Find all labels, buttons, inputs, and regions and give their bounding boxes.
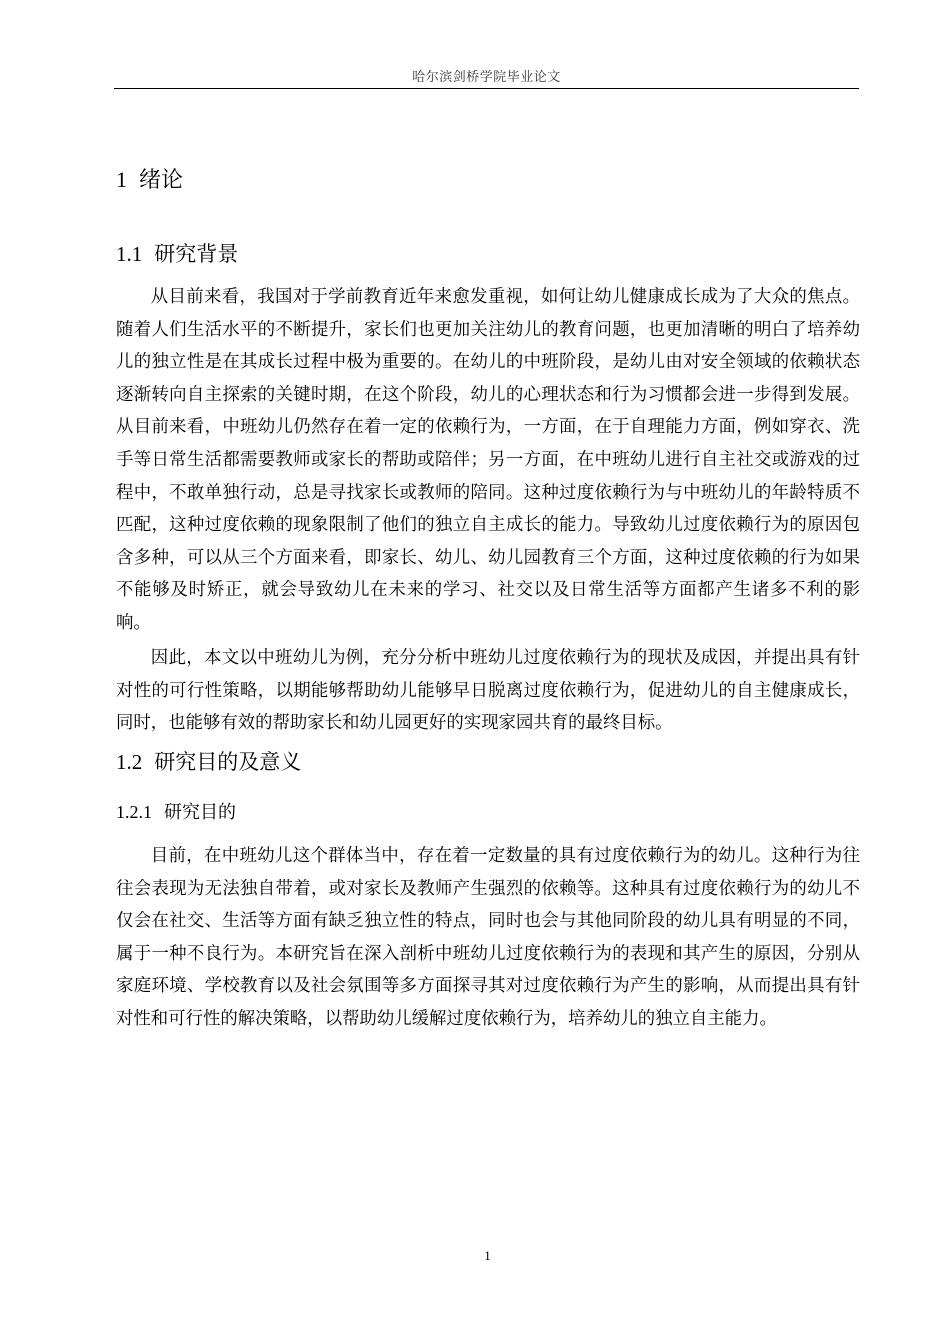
section-number: 1.1 [116, 242, 143, 266]
chapter-title: 绪论 [139, 168, 184, 193]
paragraph-background-2: 因此，本文以中班幼儿为例，充分分析中班幼儿过度依赖行为的现状及成因，并提出具有针对性的可行性策略，以期能够帮助幼儿能够早日脱离过度依赖行为，促进幼儿的自主健康成长，同时，也能够有效的帮助家长和幼儿园更好的实现家园共育的最终目标。 [116, 648, 860, 734]
chapter-heading [116, 163, 183, 194]
subsection-number: 1.2.1 [116, 802, 152, 822]
section-number: 1.2 [116, 750, 143, 774]
subsection-heading-1-2-1 [116, 798, 236, 824]
section-title: 研究目的及意义 [154, 750, 302, 774]
section-heading-1-1 [116, 238, 238, 268]
chapter-number: 1 [116, 167, 127, 192]
paragraph-background-1: 从目前来看，我国对于学前教育近年来愈发重视，如何让幼儿健康成长成为了大众的焦点。随着人们生活水平的不断提升，家长们也更加关注幼儿的教育问题，也更加清晰的明白了培养幼儿的独立性是在其成长过程中极为重要的。在幼儿的中班阶段，是幼儿由对安全领域的依赖状态逐渐转向自主探索的关键时期，在这个阶段，幼儿的心理状态和行为习惯都会进一步得到发展。从目前来看，中班幼儿仍然存在着一定的依赖行为，一方面，在于自理能力方面，例如穿衣、洗手等日常生活都需要教师或家长的帮助或陪伴；另一方面，在中班幼儿进行自主社交或游戏的过程中，不敢单独行动，总是寻找家长或教师的陪同。这种过度依赖行为与中班幼儿的年龄特质不匹配，这种过度依赖的现象限制了他们的独立自主成长的能力。导致幼儿过度依赖行为的原因包含多种，可以从三个方面来看，即家长、幼儿、幼儿园教育三个方面，这种过度依赖的行为如果不能够及时矫正，就会导致幼儿在未来的学习、社交以及日常生活等方面都产生诸多不利的影响。 [116, 287, 860, 633]
paragraph-purpose-1: 目前，在中班幼儿这个群体当中，存在着一定数量的具有过度依赖行为的幼儿。这种行为往往会表现为无法独自带着，或对家长及教师产生强烈的依赖等。这种具有过度依赖行为的幼儿不仅会在社交、生活等方面有缺乏独立性的特点，同时也会与其他同阶段的幼儿具有明显的不同，属于一种不良行为。本研究旨在深入剖析中班幼儿过度依赖行为的表现和其产生的原因，分别从家庭环境、学校教育以及社会氛围等多方面探寻其对过度依赖行为产生的影响，从而提出具有针对性和可行性的解决策略，以帮助幼儿缓解过度依赖行为，培养幼儿的独立自主能力。 [116, 846, 860, 1029]
subsection-title: 研究目的 [164, 802, 236, 823]
section-title: 研究背景 [154, 242, 239, 266]
page-number: 1 [484, 1248, 491, 1263]
section-heading-1-2 [116, 746, 301, 776]
header-rule [114, 88, 859, 89]
running-header: 哈尔滨剑桥学院毕业论文 [412, 70, 561, 85]
